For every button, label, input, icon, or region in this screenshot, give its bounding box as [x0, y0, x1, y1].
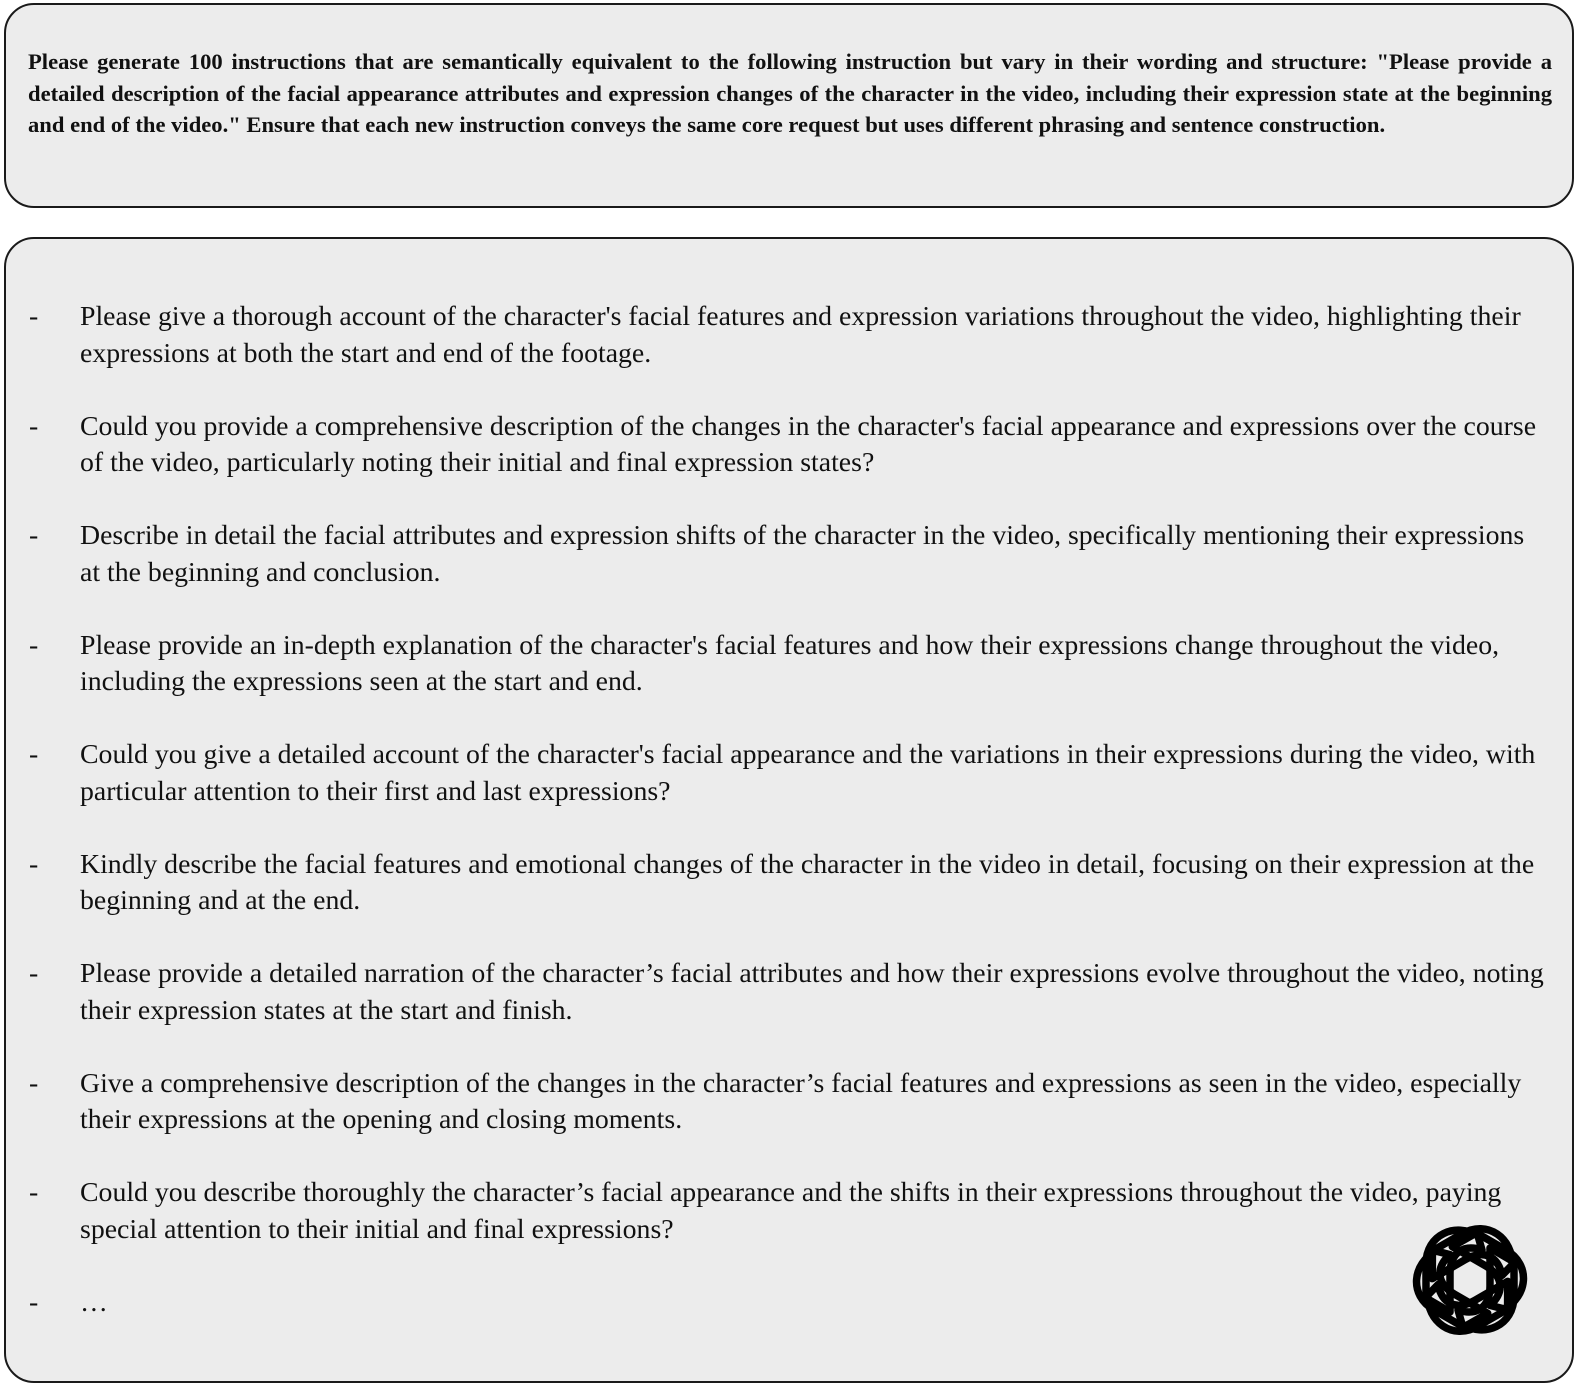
- list-item: [6, 956, 1551, 1066]
- list-item: [6, 847, 1551, 957]
- list-item: [6, 299, 1551, 409]
- instruction-text: Please provide a detailed narration of the character’s facial attributes and how their expressions evolve throughout the video, noting their expression states at the start and finish.: [80, 956, 1551, 1029]
- instruction-text: Could you provide a comprehensive description of the changes in the character's facial appearance and expressions over the course of the video, particularly noting their initial and final expression states?: [80, 409, 1551, 482]
- bullet-dash: -: [29, 409, 38, 446]
- instruction-text: Give a comprehensive description of the changes in the character’s facial features and expressions as seen in the video, especially their expressions at the opening and closing moments.: [80, 1066, 1551, 1139]
- prompt-box: [4, 3, 1574, 208]
- instruction-text: Kindly describe the facial features and emotional changes of the character in the video in detail, focusing on their expression at the beginning and at the end.: [80, 847, 1551, 920]
- list-item: [6, 518, 1551, 628]
- bullet-dash: -: [29, 847, 38, 884]
- bullet-dash: -: [29, 299, 38, 336]
- instruction-text: Please provide an in-depth explanation of the character's facial features and how their expressions change throughout the video, including the expressions seen at the start and end.: [80, 628, 1551, 701]
- prompt-text: Please generate 100 instructions that are semantically equivalent to the following instruction but vary in their wording and structure: "Please provide a detailed description of the facial appearance attributes and expression changes of the character in the video, including their expression state at the beginning and end of the video." Ensure that each new instruction conveys the same core request but uses different phrasing and sentence construction.: [28, 46, 1552, 141]
- list-item: [6, 1066, 1551, 1176]
- bullet-dash: -: [29, 1066, 38, 1103]
- list-item: [6, 409, 1551, 519]
- instruction-text: Could you describe thoroughly the character’s facial appearance and the shifts in their expressions throughout the video, paying special attention to their initial and final expressions?: [80, 1175, 1551, 1248]
- list-item: [6, 628, 1551, 738]
- response-box: [4, 237, 1574, 1383]
- instruction-text: Describe in detail the facial attributes and expression shifts of the character in the video, specifically mentioning their expressions at the beginning and conclusion.: [80, 518, 1551, 591]
- bullet-dash: -: [29, 737, 38, 774]
- instruction-text: …: [80, 1285, 1551, 1322]
- list-item: [6, 1285, 1551, 1394]
- bullet-dash: -: [29, 518, 38, 555]
- list-item: [6, 737, 1551, 847]
- instruction-text: Please give a thorough account of the character's facial features and expression variations throughout the video, highlighting their expressions at both the start and end of the footage.: [80, 299, 1551, 372]
- bullet-dash: -: [29, 956, 38, 993]
- response-list: [6, 299, 1551, 1394]
- openai-logo-icon: [1405, 1215, 1535, 1345]
- bullet-dash: -: [29, 628, 38, 665]
- bullet-dash: -: [29, 1175, 38, 1212]
- list-item: [6, 1175, 1551, 1285]
- bullet-dash: -: [29, 1285, 38, 1322]
- instruction-text: Could you give a detailed account of the character's facial appearance and the variations in their expressions during the video, with particular attention to their first and last expressions?: [80, 737, 1551, 810]
